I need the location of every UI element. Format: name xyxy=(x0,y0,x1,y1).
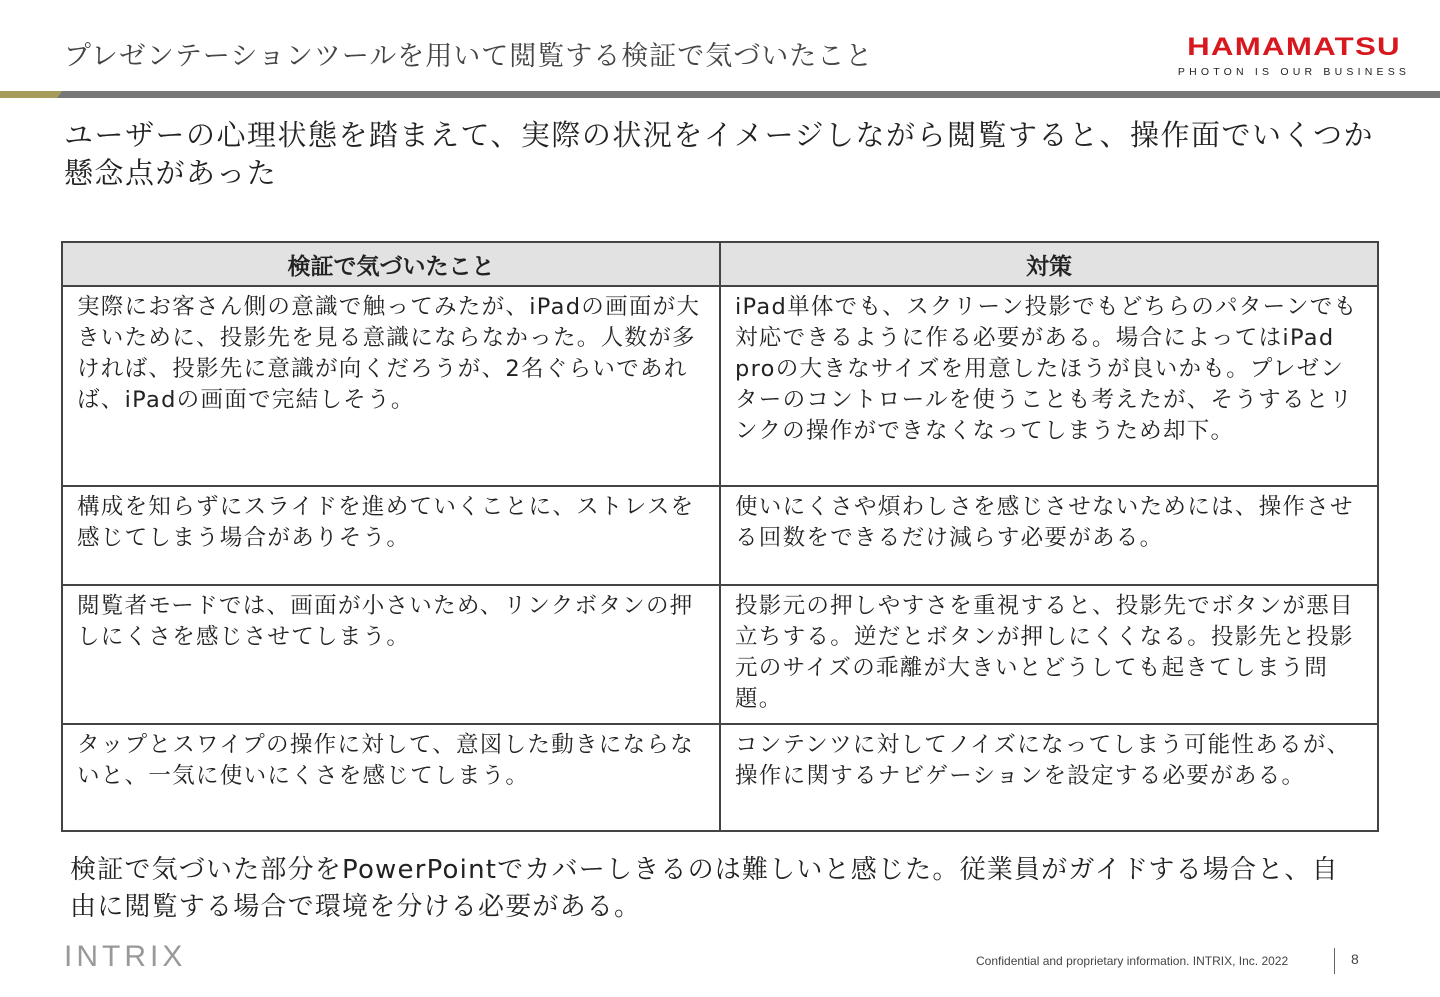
finding-cell: タップとスワイプの操作に対して、意図した動きにならないと、一気に使いにくさを感じてしまう。 xyxy=(62,724,720,831)
logo-brand: HAMAMATSU xyxy=(1187,33,1401,61)
conclusion-text: 検証で気づいた部分をPowerPointでカバーしきるのは難しいと感じた。従業員がガイドする場合と、自由に閲覧する場合で環境を分ける必要がある。 xyxy=(70,855,1339,922)
header-divider-bar xyxy=(0,91,1440,98)
hamamatsu-logo xyxy=(1166,34,1422,78)
measure-cell: 投影元の押しやすさを重視すると、投影先でボタンが悪目立ちする。逆だとボタンが押しにくくなる。投影先と投影元のサイズの乖離が大きいとどうしても起きてしまう問題。 xyxy=(720,585,1378,724)
finding-cell: 構成を知らずにスライドを進めていくことに、ストレスを感じてしまう場合がありそう。 xyxy=(62,486,720,585)
logo-tagline: PHOTON IS OUR BUSINESS xyxy=(1177,66,1411,78)
column-header-findings: 検証で気づいたこと xyxy=(62,242,720,286)
measure-cell: コンテンツに対してノイズになってしまう可能性あるが、操作に関するナビゲーションを設定する必要がある。 xyxy=(720,724,1378,831)
table-row xyxy=(62,724,1378,831)
confidential-notice: Confidential and proprietary information. INTRIX, Inc. 2022 xyxy=(976,954,1289,968)
footer-divider xyxy=(1334,948,1335,974)
table-row xyxy=(62,286,1378,486)
table-row xyxy=(62,585,1378,724)
finding-cell: 実際にお客さん側の意識で触ってみたが、iPadの画面が大きいために、投影先を見る意識にならなかった。人数が多ければ、投影先に意識が向くだろうが、2名ぐらいであれば、iPadの画面で完結しそう。 xyxy=(62,286,720,486)
column-header-measures: 対策 xyxy=(720,242,1378,286)
page-number: 8 xyxy=(1351,951,1359,967)
measure-cell: 使いにくさや煩わしさを感じさせないためには、操作させる回数をできるだけ減らす必要がある。 xyxy=(720,486,1378,585)
table-header-row xyxy=(62,242,1378,286)
headline: ユーザーの心理状態を踏まえて、実際の状況をイメージしながら閲覧すると、操作面でいくつか懸念点があった xyxy=(64,118,1375,190)
findings-table xyxy=(61,241,1379,832)
accent-bar xyxy=(0,91,62,98)
slide-title: プレゼンテーションツールを用いて閲覧する検証で気づいたこと xyxy=(64,41,874,72)
finding-cell: 閲覧者モードでは、画面が小さいため、リンクボタンの押しにくさを感じさせてしまう。 xyxy=(62,585,720,724)
intrix-logo: INTRIX xyxy=(64,940,187,973)
measure-cell: iPad単体でも、スクリーン投影でもどちらのパターンでも対応できるように作る必要がある。場合によってはiPad proの大きなサイズを用意したほうが良いかも。プレゼンターのコントロールを使うことも考えたが、そうするとリンクの操作ができなくなってしまうため却下。 xyxy=(720,286,1378,486)
table-row xyxy=(62,486,1378,585)
